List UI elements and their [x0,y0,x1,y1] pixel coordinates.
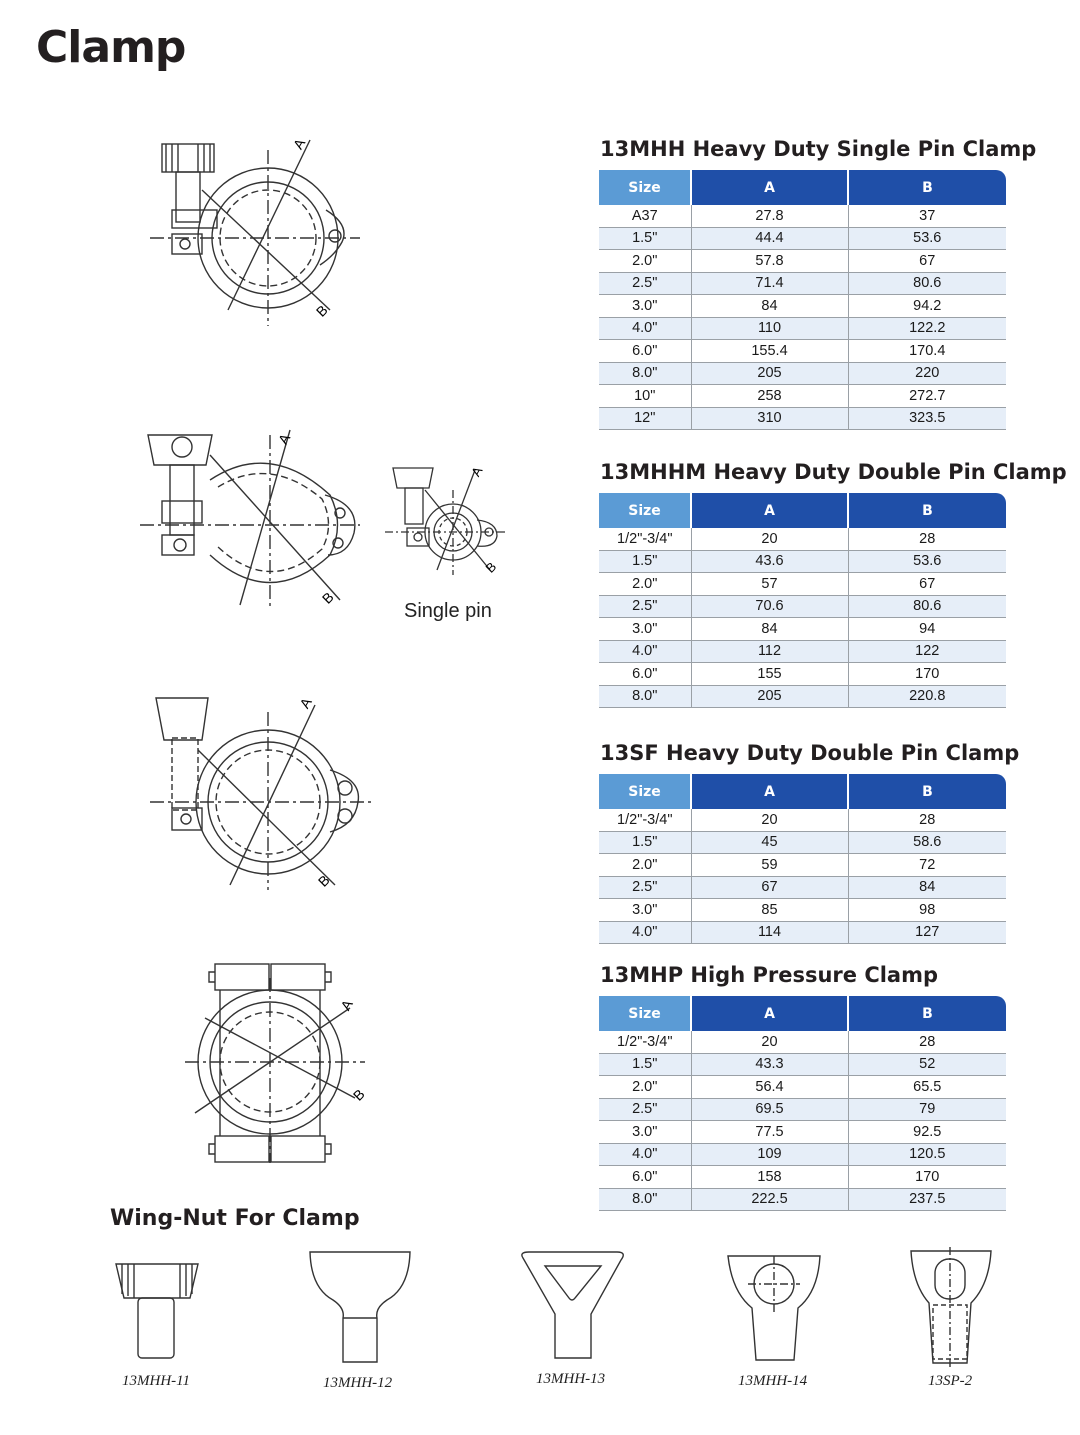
dim-b-label: B [314,871,333,890]
column-header-b: B [848,774,1006,809]
size-cell: 8.0" [599,362,691,385]
table-row [599,854,1006,877]
column-header-a: A [691,774,848,809]
column-header-b: B [848,170,1006,205]
table-row [599,362,1006,385]
b-cell: 120.5 [848,1143,1006,1166]
b-cell: 79 [848,1098,1006,1121]
table-row [599,1031,1006,1053]
b-cell: 170.4 [848,340,1006,363]
b-cell: 67 [848,573,1006,596]
section-title-13mhp: 13MHP High Pressure Clamp [600,963,939,987]
b-cell: 37 [848,205,1006,227]
column-header-a: A [691,996,848,1031]
column-header-size: Size [599,774,691,809]
wing-nut-code: 13SP-2 [928,1373,973,1389]
wing-nut-code: 13MHH-14 [738,1373,808,1389]
size-cell: 12" [599,407,691,430]
wing-nut-drawing-13mhh-13 [515,1248,630,1368]
a-cell: 85 [691,899,848,922]
size-cell: 2.5" [599,876,691,899]
b-cell: 98 [848,899,1006,922]
size-cell: 6.0" [599,663,691,686]
size-cell: 3.0" [599,899,691,922]
page-title: Clamp [36,22,186,73]
b-cell: 28 [848,528,1006,550]
wing-nut-code: 13MHH-13 [536,1371,606,1387]
size-cell: 3.0" [599,1121,691,1144]
dim-a-label: A [468,463,486,479]
a-cell: 109 [691,1143,848,1166]
size-cell: 8.0" [599,1188,691,1211]
size-cell: 4.0" [599,317,691,340]
table-row [599,227,1006,250]
section-title-13mhhm: 13MHHM Heavy Duty Double Pin Clamp [600,460,1067,484]
dim-b-label: B [482,559,500,576]
a-cell: 57.8 [691,250,848,273]
size-cell: 1/2"-3/4" [599,1031,691,1053]
a-cell: 205 [691,685,848,708]
a-cell: 158 [691,1166,848,1189]
column-header-a: A [691,493,848,528]
size-cell: 2.5" [599,272,691,295]
a-cell: 56.4 [691,1076,848,1099]
a-cell: 27.8 [691,205,848,227]
size-cell: 2.5" [599,595,691,618]
dim-b-label: B [312,301,331,320]
a-cell: 110 [691,317,848,340]
a-cell: 70.6 [691,595,848,618]
b-cell: 28 [848,809,1006,831]
clamp-drawing-13mhhm [140,425,370,615]
table-row [599,295,1006,318]
size-cell: 3.0" [599,295,691,318]
b-cell: 72 [848,854,1006,877]
wing-nut-drawing-13mhh-12 [305,1248,415,1368]
table-row [599,407,1006,430]
size-cell: 6.0" [599,1166,691,1189]
b-cell: 220.8 [848,685,1006,708]
b-cell: 53.6 [848,550,1006,573]
b-cell: 58.6 [848,831,1006,854]
b-cell: 94 [848,618,1006,641]
table-row [599,1166,1006,1189]
size-cell: 1.5" [599,227,691,250]
column-header-size: Size [599,493,691,528]
size-cell: 2.0" [599,1076,691,1099]
size-cell: 4.0" [599,921,691,944]
b-cell: 52 [848,1053,1006,1076]
dim-a-label: A [289,135,309,152]
b-cell: 122.2 [848,317,1006,340]
table-row [599,809,1006,831]
a-cell: 20 [691,1031,848,1053]
table-row [599,1143,1006,1166]
wing-nut-title: Wing-Nut For Clamp [110,1206,360,1231]
a-cell: 84 [691,618,848,641]
b-cell: 65.5 [848,1076,1006,1099]
a-cell: 44.4 [691,227,848,250]
table-row [599,876,1006,899]
size-cell: 4.0" [599,640,691,663]
clamp-drawing-13mhp [185,958,385,1173]
section-title-13mhh: 13MHH Heavy Duty Single Pin Clamp [600,137,1037,161]
table-row [599,1121,1006,1144]
size-cell: A37 [599,205,691,227]
size-cell: 2.5" [599,1098,691,1121]
wing-nut-drawing-13mhh-14 [722,1248,827,1368]
a-cell: 258 [691,385,848,408]
a-cell: 112 [691,640,848,663]
b-cell: 122 [848,640,1006,663]
clamp-drawing-13sf [150,690,380,895]
table-row [599,340,1006,363]
a-cell: 84 [691,295,848,318]
size-cell: 2.0" [599,250,691,273]
size-cell: 3.0" [599,618,691,641]
table-row [599,640,1006,663]
table-row [599,1188,1006,1211]
b-cell: 67 [848,250,1006,273]
a-cell: 155 [691,663,848,686]
b-cell: 272.7 [848,385,1006,408]
table-row [599,899,1006,922]
size-cell: 6.0" [599,340,691,363]
size-cell: 2.0" [599,854,691,877]
a-cell: 59 [691,854,848,877]
a-cell: 114 [691,921,848,944]
a-cell: 45 [691,831,848,854]
clamp-drawing-13mhh [150,130,370,330]
table-row [599,205,1006,227]
b-cell: 53.6 [848,227,1006,250]
a-cell: 77.5 [691,1121,848,1144]
b-cell: 127 [848,921,1006,944]
column-header-b: B [848,493,1006,528]
a-cell: 205 [691,362,848,385]
a-cell: 69.5 [691,1098,848,1121]
b-cell: 94.2 [848,295,1006,318]
dim-b-label: B [318,588,337,607]
table-row [599,1076,1006,1099]
size-cell: 2.0" [599,573,691,596]
size-cell: 1.5" [599,1053,691,1076]
section-title-13sf: 13SF Heavy Duty Double Pin Clamp [600,741,1020,765]
size-cell: 1.5" [599,831,691,854]
size-cell: 1/2"-3/4" [599,809,691,831]
b-cell: 80.6 [848,272,1006,295]
a-cell: 43.6 [691,550,848,573]
column-header-b: B [848,996,1006,1031]
dim-a-label: A [274,430,294,447]
b-cell: 84 [848,876,1006,899]
table-row [599,618,1006,641]
size-cell: 4.0" [599,1143,691,1166]
single-pin-label: Single pin [404,600,492,622]
table-row [599,1053,1006,1076]
table-row [599,550,1006,573]
table-row [599,317,1006,340]
table-row [599,528,1006,550]
dim-a-label: A [296,694,315,711]
table-row [599,685,1006,708]
spec-table-13mhhm [599,493,1006,708]
table-row [599,573,1006,596]
a-cell: 20 [691,528,848,550]
spec-table-13mhh [599,170,1006,430]
clamp-drawing-single-pin [385,460,510,585]
b-cell: 80.6 [848,595,1006,618]
wing-nut-drawing-13sp-2 [905,1245,1000,1370]
b-cell: 170 [848,663,1006,686]
size-cell: 1.5" [599,550,691,573]
a-cell: 222.5 [691,1188,848,1211]
b-cell: 323.5 [848,407,1006,430]
dim-a-label: A [337,996,356,1013]
table-row [599,385,1006,408]
b-cell: 170 [848,1166,1006,1189]
a-cell: 43.3 [691,1053,848,1076]
b-cell: 237.5 [848,1188,1006,1211]
wing-nut-drawing-13mhh-11 [108,1258,208,1368]
a-cell: 67 [691,876,848,899]
a-cell: 20 [691,809,848,831]
a-cell: 155.4 [691,340,848,363]
column-header-size: Size [599,170,691,205]
b-cell: 220 [848,362,1006,385]
table-row [599,250,1006,273]
b-cell: 28 [848,1031,1006,1053]
wing-nut-code: 13MHH-12 [323,1375,393,1391]
table-row [599,272,1006,295]
dim-b-label: B [349,1085,368,1104]
wing-nut-code: 13MHH-11 [122,1373,191,1389]
table-row [599,921,1006,944]
b-cell: 92.5 [848,1121,1006,1144]
table-row [599,831,1006,854]
size-cell: 8.0" [599,685,691,708]
spec-table-13sf [599,774,1006,944]
table-row [599,595,1006,618]
size-cell: 1/2"-3/4" [599,528,691,550]
column-header-a: A [691,170,848,205]
table-row [599,663,1006,686]
table-row [599,1098,1006,1121]
size-cell: 10" [599,385,691,408]
a-cell: 57 [691,573,848,596]
spec-table-13mhp [599,996,1006,1211]
column-header-size: Size [599,996,691,1031]
a-cell: 310 [691,407,848,430]
a-cell: 71.4 [691,272,848,295]
